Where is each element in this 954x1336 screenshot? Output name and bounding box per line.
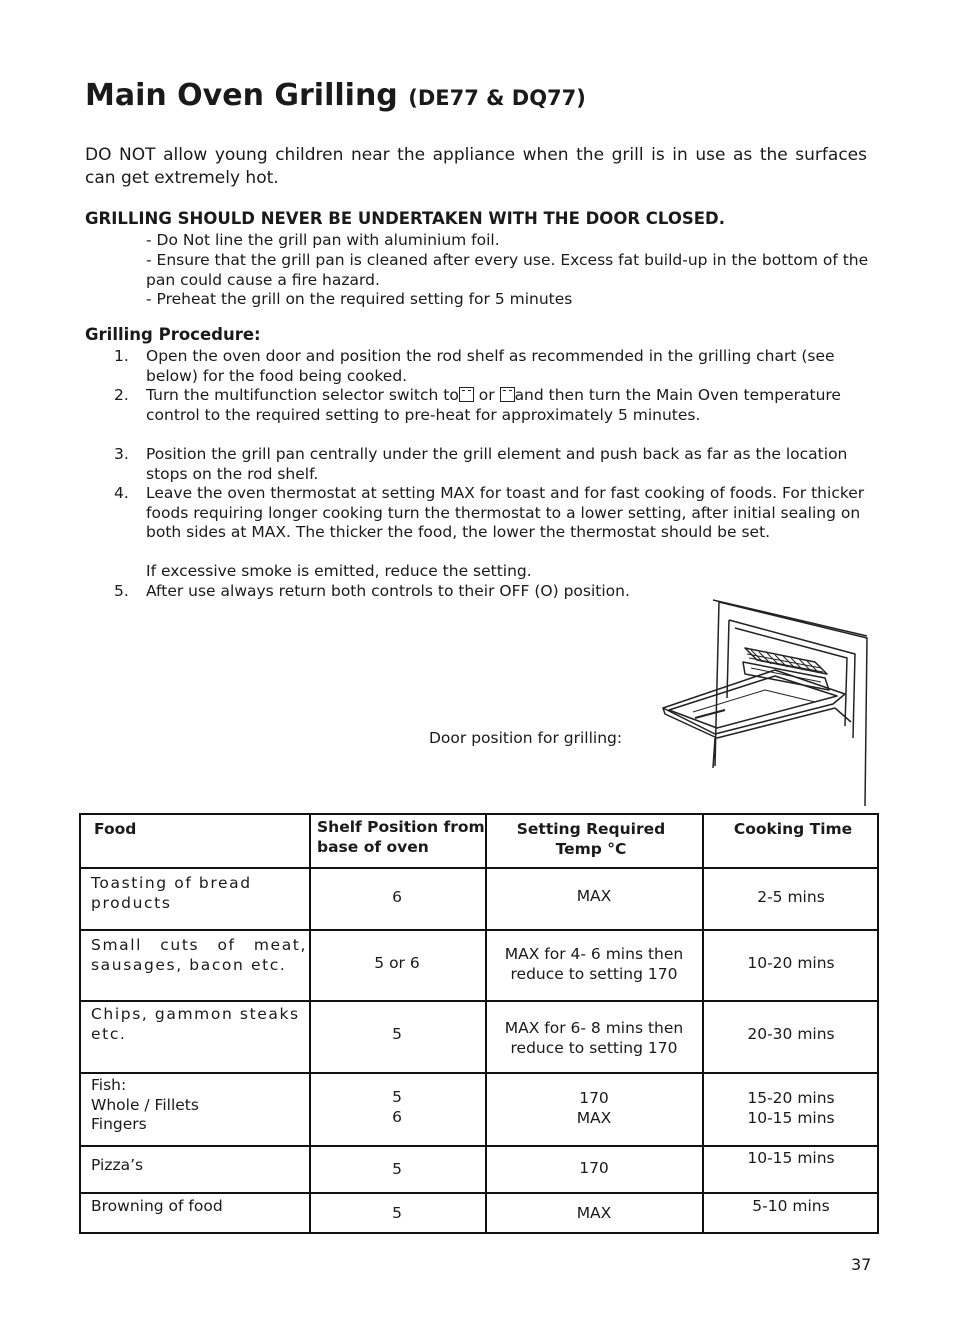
step-number: 2. xyxy=(114,386,129,404)
col-header-setting: Setting Required Temp °C xyxy=(516,820,666,858)
table-cell-time: 2-5 mins xyxy=(757,888,825,906)
step-text-part: and then turn the Main Oven temperature control to the required setting to pre-heat for approximately 5 minutes. xyxy=(146,386,841,424)
col-header-time: Cooking Time xyxy=(733,820,853,838)
note-foil: - Do Not line the grill pan with aluminium foil. xyxy=(146,231,500,249)
step-number: 3. xyxy=(114,445,129,463)
step-number: 5. xyxy=(114,582,129,600)
note-clean-pan: - Ensure that the grill pan is cleaned after every use. Excess fat build-up in the bottom of the pan could cause a fire hazard. xyxy=(146,251,869,289)
table-cell-shelf: 6 xyxy=(392,888,402,906)
table-cell-time: 10-20 mins xyxy=(747,954,835,972)
grill-function-icon xyxy=(459,387,474,402)
note-preheat: - Preheat the grill on the required setting for 5 minutes xyxy=(146,290,573,308)
table-cell-food: Browning of food xyxy=(91,1197,223,1215)
step-text-extra: If excessive smoke is emitted, reduce the setting. xyxy=(146,562,532,580)
page-title xyxy=(85,78,586,113)
step-text: Leave the oven thermostat at setting MAX for toast and for fast cooking of foods. For thicker foods requiring longer cooking turn the thermostat to a lower setting, after initial sealing on both sides at MAX. The thicker the food, the lower the thermostat should be set. xyxy=(146,484,865,542)
step-number: 4. xyxy=(114,484,129,502)
table-cell-time: 5-10 mins xyxy=(752,1197,830,1215)
table-cell-time: 15-20 mins 10-15 mins xyxy=(747,1089,835,1127)
step-text: Open the oven door and position the rod shelf as recommended in the grilling chart (see below) for the food being cooked. xyxy=(146,347,835,385)
step-text: After use always return both controls to their OFF (O) position. xyxy=(146,582,630,600)
title-model: (DE77 & DQ77) xyxy=(408,86,586,110)
table-cell-time: 10-15 mins xyxy=(747,1149,835,1167)
table-cell-food: Pizza’s xyxy=(91,1156,144,1174)
table-cell-setting: 170 xyxy=(579,1159,609,1177)
table-cell-shelf: 5 xyxy=(392,1160,402,1178)
oven-open-door-icon xyxy=(655,598,870,808)
col-header-food: Food xyxy=(94,820,137,838)
step-text-part: or xyxy=(478,386,495,404)
step-text xyxy=(146,386,876,425)
table-cell-setting: MAX for 6- 8 mins then reduce to setting 170 xyxy=(504,1019,684,1057)
table-cell-food: Fish: Whole / Fillets Fingers xyxy=(91,1076,199,1134)
table-cell-time: 20-30 mins xyxy=(747,1025,835,1043)
safety-warning: DO NOT allow young children near the appliance when the grill is in use as the surfaces can get extremely hot. xyxy=(85,145,867,188)
title-main: Main Oven Grilling xyxy=(85,78,398,113)
step-text: Position the grill pan centrally under the grill element and push back as far as the location stops on the rod shelf. xyxy=(146,445,848,483)
table-cell-shelf: 5 6 xyxy=(392,1088,402,1126)
table-cell-setting: 170 MAX xyxy=(576,1089,612,1127)
table-cell-food: Small cuts of meat, sausages, bacon etc. xyxy=(91,936,307,974)
table-cell-shelf: 5 or 6 xyxy=(374,954,420,972)
col-header-shelf: Shelf Position from base of oven xyxy=(317,818,485,856)
step-number: 1. xyxy=(114,347,129,365)
fan-grill-function-icon xyxy=(500,387,515,402)
table-cell-shelf: 5 xyxy=(392,1204,402,1222)
table-cell-food: Chips, gammon steaks etc. xyxy=(91,1005,300,1043)
table-cell-setting: MAX xyxy=(576,1204,612,1222)
procedure-heading: Grilling Procedure: xyxy=(85,325,261,344)
door-warning-heading: GRILLING SHOULD NEVER BE UNDERTAKEN WITH THE DOOR CLOSED. xyxy=(85,209,725,228)
table-cell-setting: MAX xyxy=(576,887,612,905)
table-cell-shelf: 5 xyxy=(392,1025,402,1043)
figure-caption: Door position for grilling: xyxy=(429,729,623,747)
table-cell-food: Toasting of bread products xyxy=(91,874,252,912)
table-cell-setting: MAX for 4- 6 mins then reduce to setting 170 xyxy=(504,945,684,983)
step-text-part: Turn the multifunction selector switch to xyxy=(146,386,459,404)
page-number: 37 xyxy=(851,1255,872,1274)
